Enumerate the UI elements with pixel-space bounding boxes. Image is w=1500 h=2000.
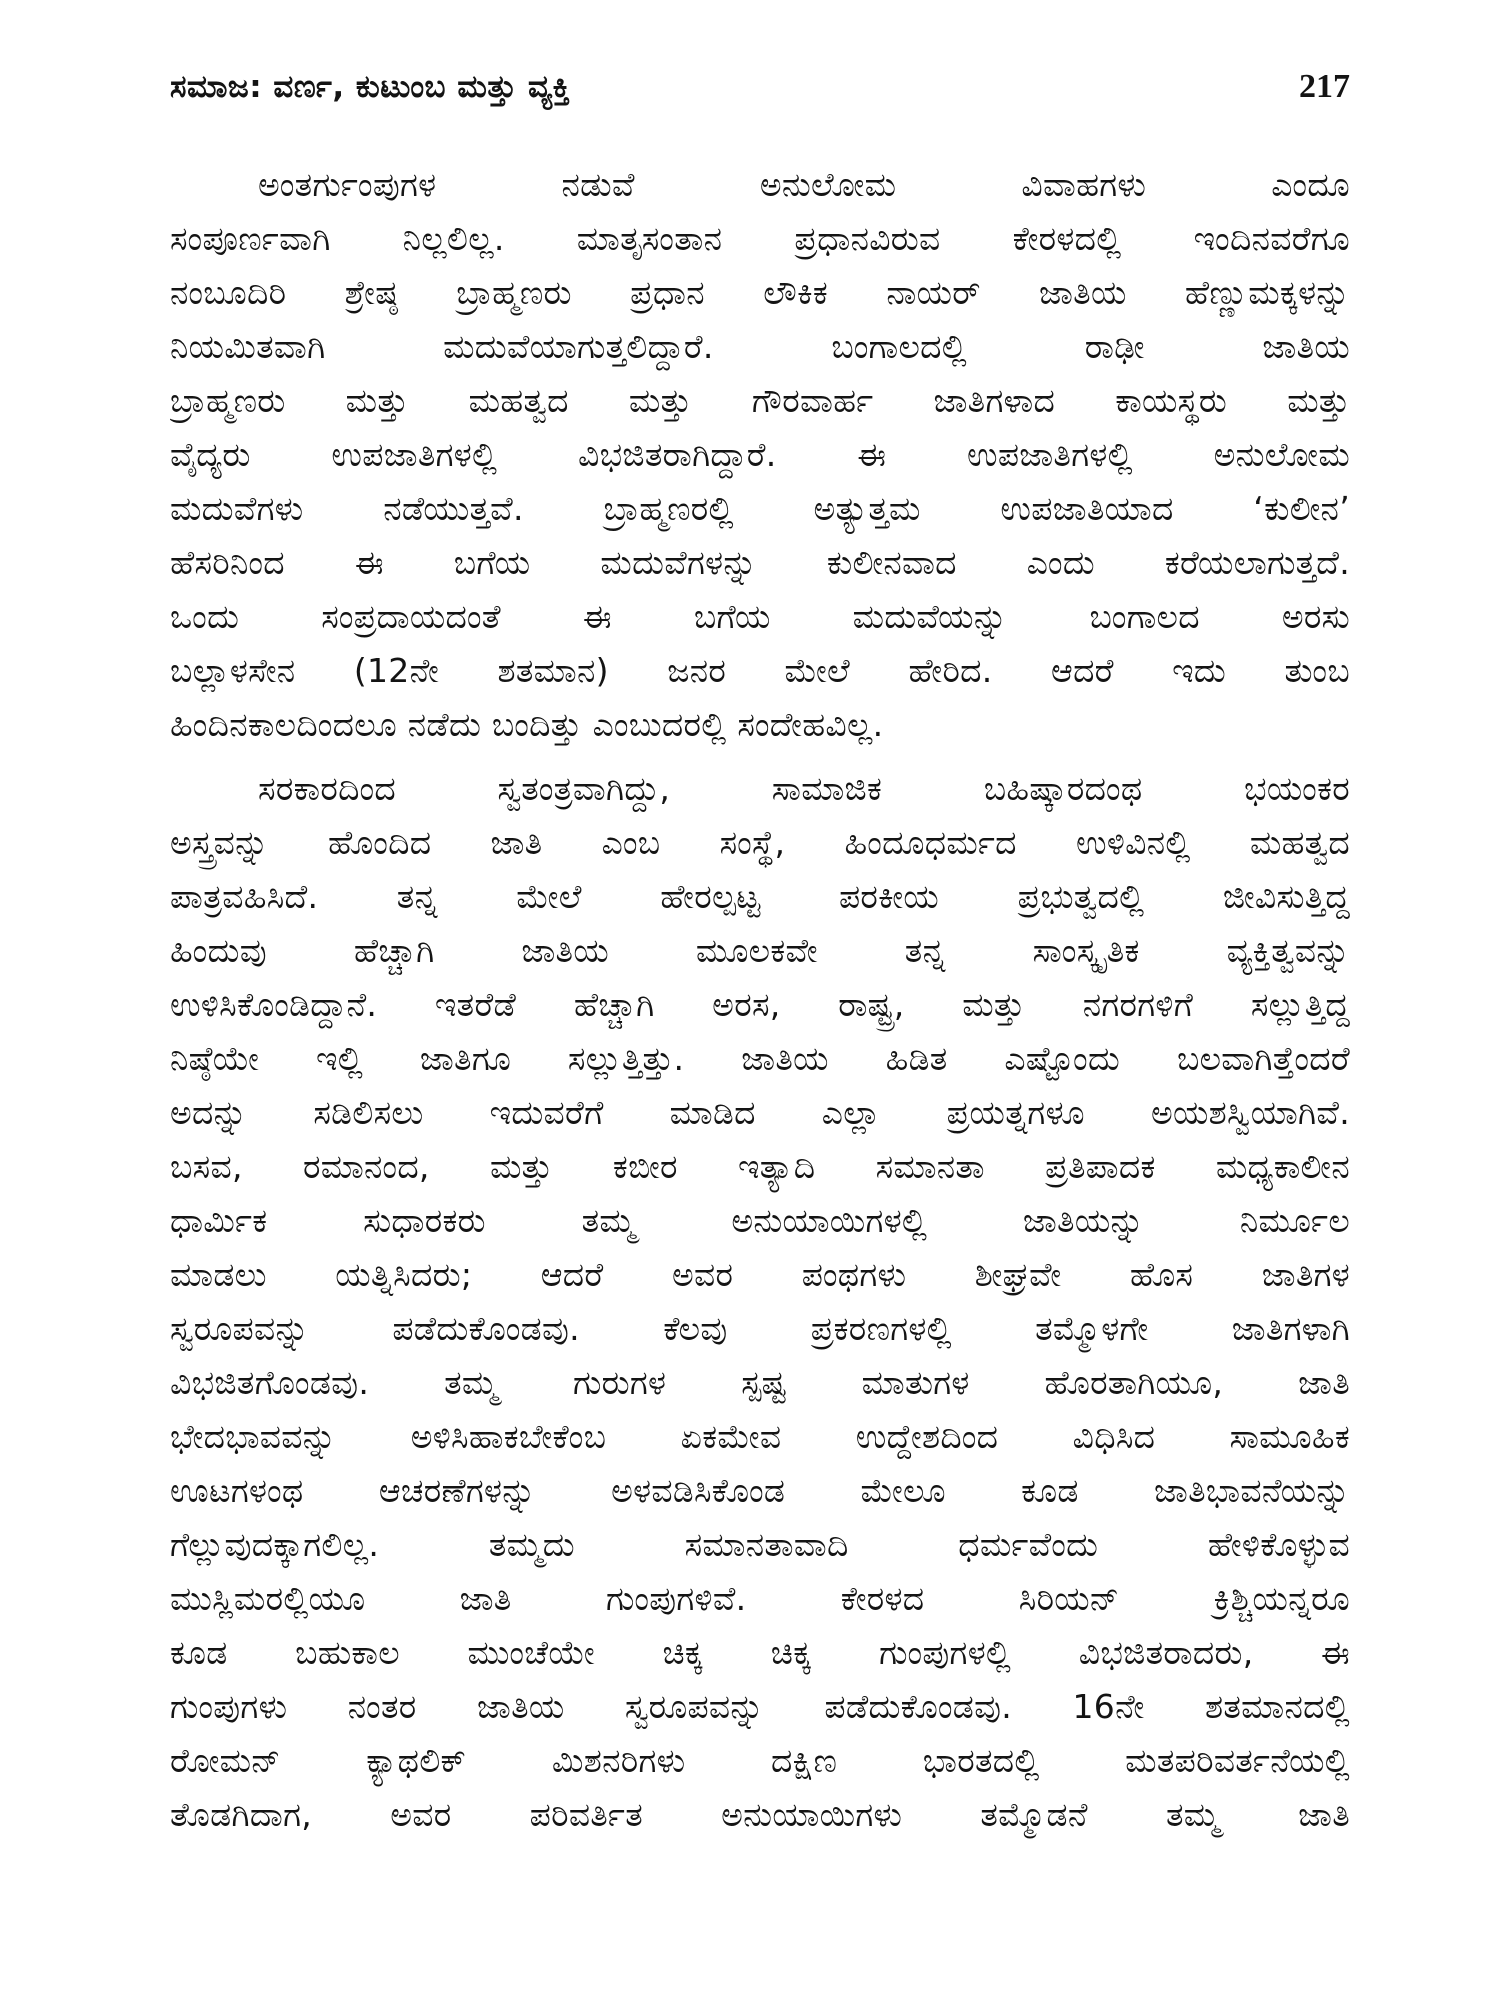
text-line: ನಿಷ್ಠೆಯೇ ಇಲ್ಲಿ ಜಾತಿಗೂ ಸಲ್ಲುತ್ತಿತ್ತು. ಜಾತಿಯ ಹಿಡಿತ ಎಷ್ಟೊಂದು ಬಲವಾಗಿತ್ತೆಂದರೆ (170, 1039, 1350, 1078)
text-line: ಗೆಲ್ಲುವುದಕ್ಕಾಗಲಿಲ್ಲ. ತಮ್ಮದು ಸಮಾನತಾವಾದಿ ಧರ್ಮವೆಂದು ಹೇಳಿಕೊಳ್ಳುವ (170, 1525, 1350, 1564)
text-line: ಉಳಿಸಿಕೊಂಡಿದ್ದಾನೆ. ಇತರೆಡೆ ಹೆಚ್ಚಾಗಿ ಅರಸ, ರಾಷ್ಟ್ರ, ಮತ್ತು ನಗರಗಳಿಗೆ ಸಲ್ಲುತ್ತಿದ್ದ (170, 985, 1350, 1024)
text-line: ಗುಂಪುಗಳು ನಂತರ ಜಾತಿಯ ಸ್ವರೂಪವನ್ನು ಪಡೆದುಕೊಂಡವು. 16ನೇ ಶತಮಾನದಲ್ಲಿ (170, 1687, 1350, 1726)
text-line: ಊಟಗಳಂಥ ಆಚರಣೆಗಳನ್ನು ಅಳವಡಿಸಿಕೊಂಡ ಮೇಲೂ ಕೂಡ ಜಾತಿಭಾವನೆಯನ್ನು (170, 1471, 1350, 1510)
text-line: ಬಲ್ಲಾಳಸೇನ (12ನೇ ಶತಮಾನ) ಜನರ ಮೇಲೆ ಹೇರಿದ. ಆದರೆ ಇದು ತುಂಬ (170, 651, 1350, 690)
text-line: ಸ್ವರೂಪವನ್ನು ಪಡೆದುಕೊಂಡವು. ಕೆಲವು ಪ್ರಕರಣಗಳಲ್ಲಿ ತಮ್ಮೊಳಗೇ ಜಾತಿಗಳಾಗಿ (170, 1309, 1350, 1348)
body-text (170, 158, 1350, 1842)
text-line: ಅದನ್ನು ಸಡಿಲಿಸಲು ಇದುವರೆಗೆ ಮಾಡಿದ ಎಲ್ಲಾ ಪ್ರಯತ್ನಗಳೂ ಅಯಶಸ್ವಿಯಾಗಿವೆ. (170, 1093, 1350, 1132)
paragraph-1 (170, 158, 1350, 752)
text-line: ಮಾಡಲು ಯತ್ನಿಸಿದರು; ಆದರೆ ಅವರ ಪಂಥಗಳು ಶೀಘ್ರವೇ ಹೊಸ ಜಾತಿಗಳ (170, 1255, 1350, 1294)
text-line: ಅಂತರ್ಗುಂಪುಗಳ ನಡುವೆ ಅನುಲೋಮ ವಿವಾಹಗಳು ಎಂದೂ (258, 165, 1350, 204)
text-line: ರೋಮನ್ ಕ್ಯಾಥಲಿಕ್ ಮಿಶನರಿಗಳು ದಕ್ಷಿಣ ಭಾರತದಲ್ಲಿ ಮತಪರಿವರ್ತನೆಯಲ್ಲಿ (170, 1741, 1350, 1780)
paragraph-2 (170, 762, 1350, 1842)
text-line: ಒಂದು ಸಂಪ್ರದಾಯದಂತೆ ಈ ಬಗೆಯ ಮದುವೆಯನ್ನು ಬಂಗಾಲದ ಅರಸು (170, 597, 1350, 636)
text-line: ನಿಯಮಿತವಾಗಿ ಮದುವೆಯಾಗುತ್ತಲಿದ್ದಾರೆ. ಬಂಗಾಲದಲ್ಲಿ ರಾಢೀ ಜಾತಿಯ (170, 327, 1350, 366)
text-line: ನಂಬೂದಿರಿ ಶ್ರೇಷ್ಠ ಬ್ರಾಹ್ಮಣರು ಪ್ರಧಾನ ಲೌಕಿಕ ನಾಯರ್ ಜಾತಿಯ ಹೆಣ್ಣುಮಕ್ಕಳನ್ನು (170, 273, 1350, 312)
text-line: ಅಸ್ತ್ರವನ್ನು ಹೊಂದಿದ ಜಾತಿ ಎಂಬ ಸಂಸ್ಥೆ, ಹಿಂದೂಧರ್ಮದ ಉಳಿವಿನಲ್ಲಿ ಮಹತ್ವದ (170, 823, 1350, 862)
text-line: ವೈದ್ಯರು ಉಪಜಾತಿಗಳಲ್ಲಿ ವಿಭಜಿತರಾಗಿದ್ದಾರೆ. ಈ ಉಪಜಾತಿಗಳಲ್ಲಿ ಅನುಲೋಮ (170, 435, 1350, 474)
text-line: ಸಂಪೂರ್ಣವಾಗಿ ನಿಲ್ಲಲಿಲ್ಲ. ಮಾತೃಸಂತಾನ ಪ್ರಧಾನವಿರುವ ಕೇರಳದಲ್ಲಿ ಇಂದಿನವರೆಗೂ (170, 219, 1350, 258)
text-line: ಭೇದಭಾವವನ್ನು ಅಳಿಸಿಹಾಕಬೇಕೆಂಬ ಏಕಮೇವ ಉದ್ದೇಶದಿಂದ ವಿಧಿಸಿದ ಸಾಮೂಹಿಕ (170, 1417, 1350, 1456)
text-line: ಹಿಂದಿನಕಾಲದಿಂದಲೂ ನಡೆದು ಬಂದಿತ್ತು ಎಂಬುದರಲ್ಲಿ ಸಂದೇಹವಿಲ್ಲ. (170, 705, 884, 744)
text-line: ಬ್ರಾಹ್ಮಣರು ಮತ್ತು ಮಹತ್ವದ ಮತ್ತು ಗೌರವಾರ್ಹ ಜಾತಿಗಳಾದ ಕಾಯಸ್ಥರು ಮತ್ತು (170, 381, 1350, 420)
paragraph-gap (170, 752, 1350, 762)
text-line: ತೊಡಗಿದಾಗ, ಅವರ ಪರಿವರ್ತಿತ ಅನುಯಾಯಿಗಳು ತಮ್ಮೊಡನೆ ತಮ್ಮ ಜಾತಿ (170, 1795, 1350, 1834)
text-line: ಮುಸ್ಲಿಮರಲ್ಲಿಯೂ ಜಾತಿ ಗುಂಪುಗಳಿವೆ. ಕೇರಳದ ಸಿರಿಯನ್ ಕ್ರಿಶ್ಚಿಯನ್ನರೂ (170, 1579, 1350, 1618)
text-line: ಹೆಸರಿನಿಂದ ಈ ಬಗೆಯ ಮದುವೆಗಳನ್ನು ಕುಲೀನವಾದ ಎಂದು ಕರೆಯಲಾಗುತ್ತದೆ. (170, 543, 1350, 582)
text-line: ಸರಕಾರದಿಂದ ಸ್ವತಂತ್ರವಾಗಿದ್ದು, ಸಾಮಾಜಿಕ ಬಹಿಷ್ಕಾರದಂಥ ಭಯಂಕರ (258, 769, 1350, 808)
text-line: ಕೂಡ ಬಹುಕಾಲ ಮುಂಚೆಯೇ ಚಿಕ್ಕ ಚಿಕ್ಕ ಗುಂಪುಗಳಲ್ಲಿ ವಿಭಜಿತರಾದರು, ಈ (170, 1633, 1350, 1672)
text-line: ಧಾರ್ಮಿಕ ಸುಧಾರಕರು ತಮ್ಮ ಅನುಯಾಯಿಗಳಲ್ಲಿ ಜಾತಿಯನ್ನು ನಿರ್ಮೂಲ (170, 1201, 1350, 1240)
running-title: ಸಮಾಜ: ವರ್ಣ, ಕುಟುಂಬ ಮತ್ತು ವ್ಯಕ್ತಿ (170, 69, 571, 105)
page-number: 217 (1299, 68, 1350, 105)
text-line: ಮದುವೆಗಳು ನಡೆಯುತ್ತವೆ. ಬ್ರಾಹ್ಮಣರಲ್ಲಿ ಅತ್ಯುತ್ತಮ ಉಪಜಾತಿಯಾದ ‘ಕುಲೀನ’ (170, 489, 1350, 528)
text-line: ವಿಭಜಿತಗೊಂಡವು. ತಮ್ಮ ಗುರುಗಳ ಸ್ಪಷ್ಟ ಮಾತುಗಳ ಹೊರತಾಗಿಯೂ, ಜಾತಿ (170, 1363, 1350, 1402)
running-header (170, 68, 1350, 112)
text-line: ಹಿಂದುವು ಹೆಚ್ಚಾಗಿ ಜಾತಿಯ ಮೂಲಕವೇ ತನ್ನ ಸಾಂಸ್ಕೃತಿಕ ವ್ಯಕ್ತಿತ್ವವನ್ನು (170, 931, 1350, 970)
text-line: ಪಾತ್ರವಹಿಸಿದೆ. ತನ್ನ ಮೇಲೆ ಹೇರಲ್ಪಟ್ಟ ಪರಕೀಯ ಪ್ರಭುತ್ವದಲ್ಲಿ ಜೀವಿಸುತ್ತಿದ್ದ (170, 877, 1350, 916)
text-line: ಬಸವ, ರಮಾನಂದ, ಮತ್ತು ಕಬೀರ ಇತ್ಯಾದಿ ಸಮಾನತಾ ಪ್ರತಿಪಾದಕ ಮಧ್ಯಕಾಲೀನ (170, 1147, 1350, 1186)
